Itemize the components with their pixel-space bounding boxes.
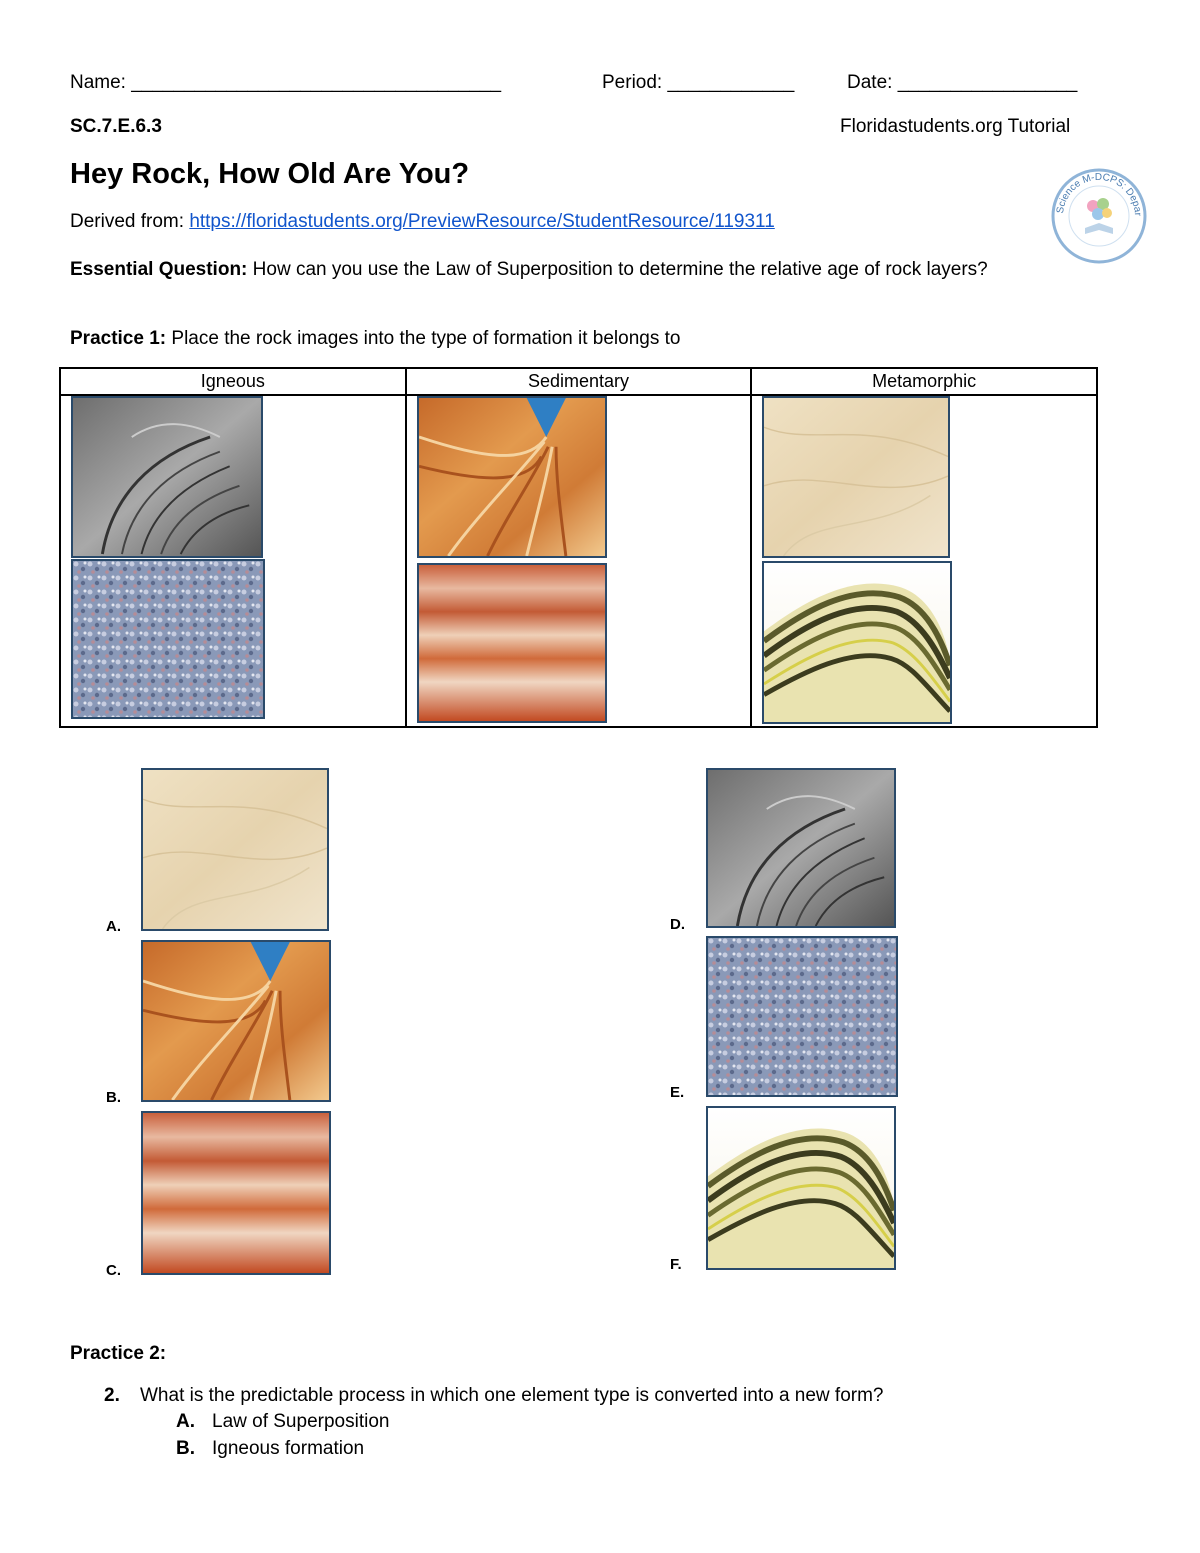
choice-label-a: A. [106,918,121,935]
choice-c-red-layers-image[interactable] [141,1111,331,1275]
granite-image[interactable] [71,559,265,719]
marble-image[interactable] [762,396,950,558]
option-b-letter: B. [176,1438,195,1459]
practice2-label: Practice 2: [70,1343,167,1364]
option-b-text[interactable]: Igneous formation [212,1438,365,1459]
source-label: Floridastudents.org Tutorial [840,116,1071,137]
period-field-label: Period: ____________ [602,72,795,93]
name-field-label: Name: ___________________________________ [70,72,502,93]
column-sedimentary: Sedimentary [406,368,752,395]
page-title: Hey Rock, How Old Are You? [70,158,470,190]
choice-d-pahoehoe-image[interactable] [706,768,896,928]
sandstone-wave-image[interactable] [417,396,607,558]
choice-e-granite-image[interactable] [706,936,898,1097]
choice-label-d: D. [670,916,685,933]
choice-b-sandstone-wave-image[interactable] [141,940,331,1102]
metamorphic-cell[interactable] [751,395,1097,727]
choice-a-marble-image[interactable] [141,768,329,931]
essential-question-label: Essential Question: [70,259,248,280]
practice1-text: Place the rock images into the type of formation it belongs to [166,328,681,349]
derived-from-label: Derived from: [70,211,190,232]
essential-question-text: How can you use the Law of Superposition to determine the relative age of rock layers? [247,259,988,280]
dept-science-seal-logo [1051,168,1147,264]
practice1-instruction [70,328,680,350]
question-number: 2. [104,1385,120,1406]
choice-label-f: F. [670,1256,682,1273]
date-field-label: Date: _________________ [847,72,1078,93]
column-igneous: Igneous [60,368,406,395]
choice-label-b: B. [106,1089,121,1106]
igneous-cell[interactable] [60,395,406,727]
question-text: What is the predictable process in which one element type is converted into a new form? [140,1385,884,1406]
essential-question [70,256,1060,284]
choice-label-e: E. [670,1084,685,1101]
option-a-letter: A. [176,1411,195,1432]
choice-label-c: C. [106,1262,121,1279]
column-metamorphic: Metamorphic [751,368,1097,395]
red-rock-layers-image[interactable] [417,563,607,723]
standard-code: SC.7.E.6.3 [70,116,162,137]
choice-f-folded-gneiss-image[interactable] [706,1106,896,1270]
derived-from-line [70,211,1030,233]
folded-gneiss-image[interactable] [762,561,952,724]
option-a-text[interactable]: Law of Superposition [212,1411,390,1432]
resource-link[interactable]: https://floridastudents.org/PreviewResource/StudentResource/119311 [189,211,775,232]
sedimentary-cell[interactable] [406,395,752,727]
practice1-label: Practice 1: [70,328,167,349]
svg-text:Science M-DCPS: Department of: Science M-DCPS: Depar [1055,171,1144,217]
rock-type-table [59,367,1098,728]
pahoehoe-lava-image[interactable] [71,396,263,558]
